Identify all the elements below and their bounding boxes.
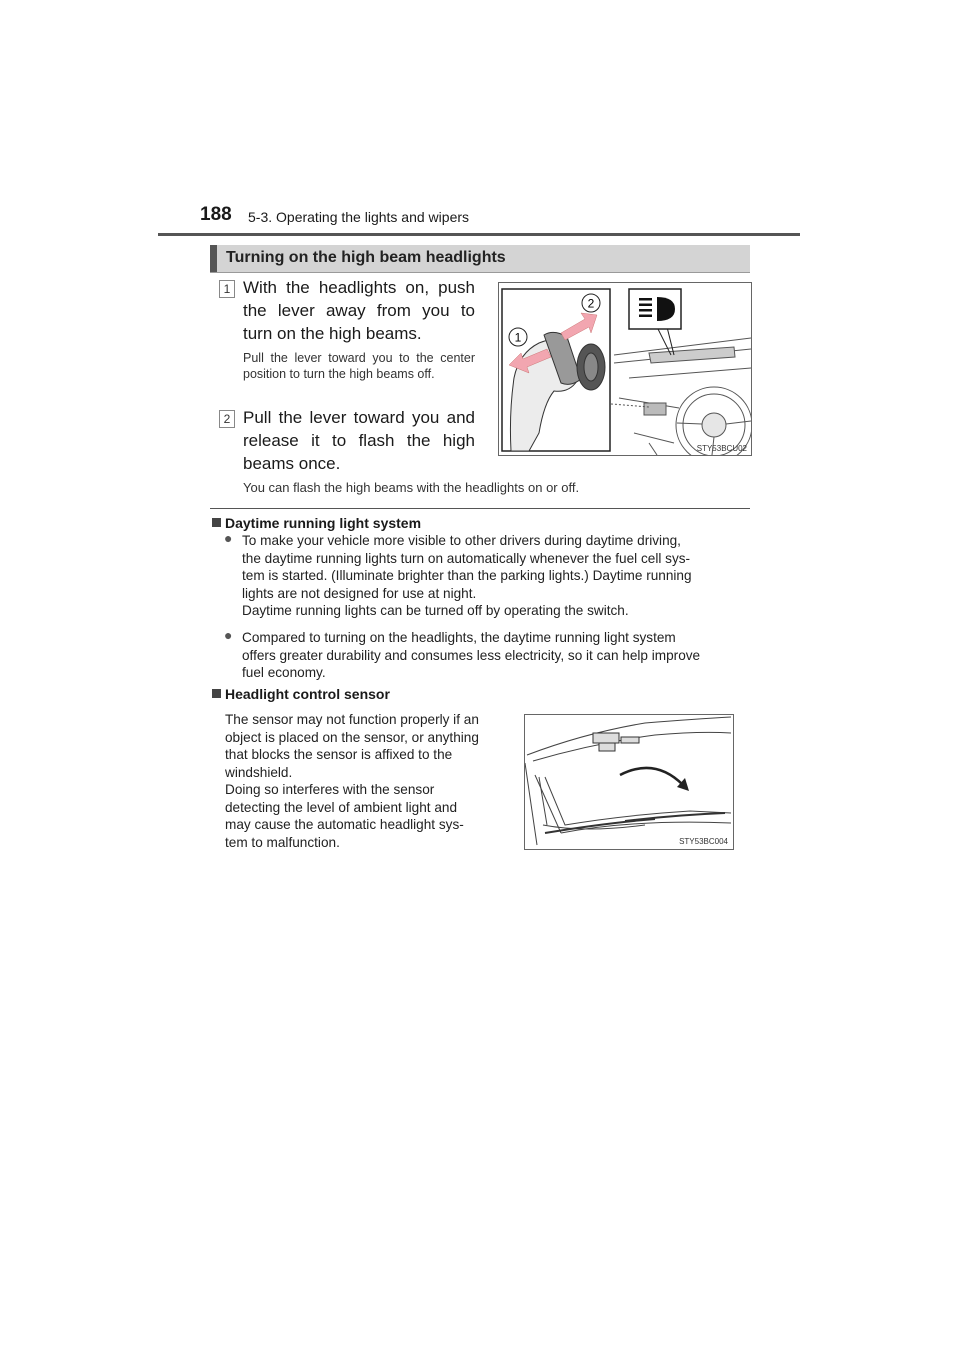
section-accent — [210, 245, 217, 272]
headlight-lever-figure — [498, 282, 752, 456]
text-line: the daytime running lights turn on automatically whenever the fuel cell sys- — [242, 550, 691, 566]
callout-1: 1 — [514, 330, 522, 345]
text-line: Daytime running lights can be turned off by operating the switch. — [242, 603, 629, 618]
daytime-bullet-2 — [242, 629, 749, 682]
step-2-text: Pull the lever toward you and release it to flash the high beams once. — [243, 408, 475, 473]
page-number: 188 — [200, 204, 232, 225]
lever-illustration — [499, 283, 751, 455]
section-title: Turning on the high beam headlights — [226, 249, 506, 266]
section-divider — [210, 508, 750, 509]
step-number-2: 2 — [219, 410, 235, 428]
text-line: windshield. — [225, 764, 293, 780]
steps-note: You can flash the high beams with the headlights on or off. — [243, 480, 580, 495]
callout-2: 2 — [587, 296, 595, 311]
text-line: lights are not designed for use at night. — [242, 585, 477, 601]
text-line: fuel economy. — [242, 665, 326, 680]
section-title-bar — [210, 245, 750, 273]
text-line: tem to malfunction. — [225, 834, 340, 850]
text-line: Compared to turning on the headlights, the daytime running light system — [242, 630, 676, 645]
text-line: To make your vehicle more visible to other drivers during daytime driving, — [242, 533, 681, 548]
circle-bullet-icon: ● — [224, 627, 233, 643]
step-number-1: 1 — [219, 280, 235, 298]
daytime-bullet-1 — [242, 532, 749, 620]
step-1-subtext: Pull the lever toward you to the center position to turn the high beams off. — [243, 351, 475, 381]
text-line: may cause the automatic headlight sys- — [225, 817, 464, 832]
header-rule — [158, 233, 800, 236]
chapter-title: 5-3. Operating the lights and wipers — [248, 209, 470, 225]
figure-2-code: STY53BC004 — [679, 837, 728, 846]
sensor-arrow-icon — [620, 768, 683, 785]
windshield-illustration — [525, 715, 733, 849]
square-bullet-icon — [212, 518, 221, 527]
text-line: Doing so interferes with the sensor — [225, 782, 435, 797]
text-line: The sensor may not function properly if an — [225, 712, 479, 727]
daytime-heading-text: Daytime running light system — [225, 515, 422, 531]
circle-bullet-icon: ● — [224, 530, 233, 546]
sensor-paragraph — [225, 711, 507, 851]
text-line: object is placed on the sensor, or anything — [225, 729, 479, 745]
text-line: that blocks the sensor is affixed to the — [225, 747, 453, 762]
sensor-heading-text: Headlight control sensor — [225, 686, 390, 702]
text-line: tem is started. (Illuminate brighter than the parking lights.) Daytime running — [242, 568, 692, 583]
text-line: offers greater durability and consumes less electricity, so it can help improve — [242, 647, 701, 663]
step-1-text: With the headlights on, push the lever away from you to turn on the high beams. — [243, 278, 475, 343]
text-line: detecting the level of ambient light and — [225, 799, 458, 815]
figure-1-code: STY53BCU02 — [696, 444, 747, 453]
sensor-heading — [212, 686, 390, 702]
daytime-heading — [212, 515, 421, 531]
square-bullet-icon — [212, 689, 221, 698]
sensor-figure — [524, 714, 734, 850]
